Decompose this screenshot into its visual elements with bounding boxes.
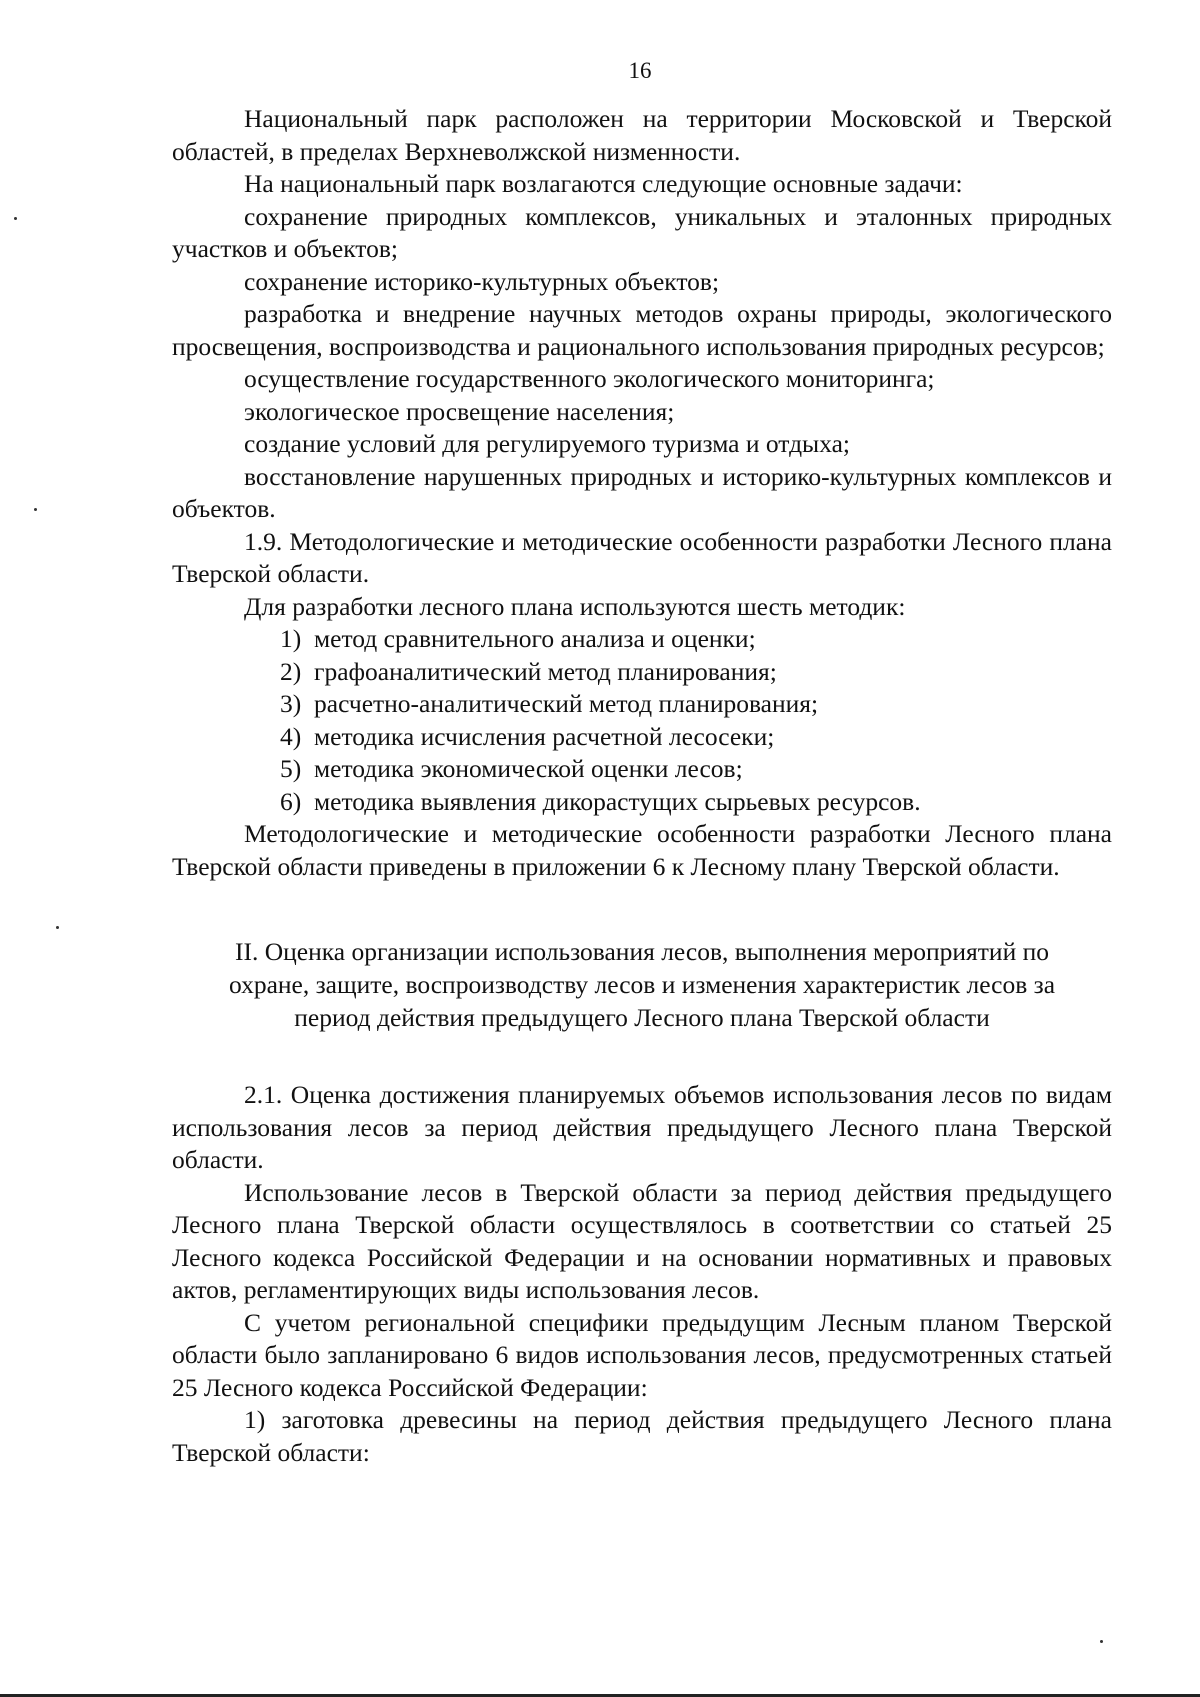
paragraph-subsection-1-9: 1.9. Методологические и методические особенности разработки Лесного плана Тверской области. <box>172 526 1112 588</box>
scan-speck <box>14 217 17 220</box>
document-body <box>172 103 1112 1469</box>
list-item-text: метод сравнительного анализа и оценки; <box>314 624 756 653</box>
scan-speck <box>1100 1640 1103 1643</box>
paragraph-planned-use-types: С учетом региональной специфики предыдущим Лесным планом Тверской области было запланировано 6 видов использования лесов, предусмотренных статьей 25 Лесного кодекса Российской Федерации: <box>172 1307 1112 1402</box>
section-title-line: период действия предыдущего Лесного плана Тверской области <box>294 1003 990 1032</box>
section-title-line: II. Оценка организации использования лесов, выполнения мероприятий по <box>235 937 1049 966</box>
section-title <box>172 935 1112 1034</box>
list-item-text: расчетно-аналитический метод планирования; <box>314 689 819 718</box>
paragraph-task-monitoring: осуществление государственного экологического мониторинга; <box>244 364 935 393</box>
list-item-number: 4) <box>280 721 302 751</box>
list-item <box>172 623 1112 656</box>
list-item <box>172 753 1112 786</box>
paragraph-task-heritage: сохранение историко-культурных объектов; <box>244 266 720 296</box>
paragraph-task-research: разработка и внедрение научных методов охраны природы, экологического просвещения, воспроизводства и рационального использования природных ресурсов; <box>172 299 1112 361</box>
paragraph-park-tasks-intro: На национальный парк возлагаются следующие основные задачи: <box>244 169 963 198</box>
paragraph-task-restoration: восстановление нарушенных природных и историко-культурных комплексов и объектов. <box>172 461 1112 523</box>
scan-speck <box>56 926 59 929</box>
list-item <box>172 786 1112 819</box>
paragraph-timber-harvesting: 1) заготовка древесины на период действия предыдущего Лесного плана Тверской области: <box>172 1405 1112 1467</box>
methods-list <box>172 623 1112 818</box>
list-item-text: графоаналитический метод планирования; <box>314 656 777 686</box>
list-item-number: 2) <box>280 656 302 686</box>
list-item-number: 5) <box>280 754 302 783</box>
paragraph-task-nature-preservation: сохранение природных комплексов, уникальных и эталонных природных участков и объектов; <box>172 201 1112 263</box>
list-item-text: методика исчисления расчетной лесосеки; <box>314 721 775 751</box>
paragraph-park-location: Национальный парк расположен на территории Московской и Тверской областей, в пределах Верхневолжской низменности. <box>172 104 1112 166</box>
list-item <box>172 688 1112 721</box>
list-item <box>172 656 1112 689</box>
paragraph-subsection-2-1: 2.1. Оценка достижения планируемых объемов использования лесов по видам использования лесов за период действия предыдущего Лесного плана Тверской области. <box>172 1080 1112 1174</box>
paragraph-methods-conclusion: Методологические и методические особенности разработки Лесного плана Тверской области приведены в приложении 6 к Лесному плану Тверской области. <box>172 819 1112 881</box>
paragraph-task-tourism: создание условий для регулируемого туризма и отдыха; <box>244 429 851 458</box>
list-item-number: 1) <box>280 624 302 653</box>
list-item-number: 3) <box>280 689 302 718</box>
paragraph-methods-intro: Для разработки лесного плана используются шесть методик: <box>244 591 906 621</box>
section-title-line: охране, защите, воспроизводству лесов и изменения характеристик лесов за <box>228 970 1056 999</box>
page-number: 16 <box>628 58 652 83</box>
scan-speck <box>34 508 37 511</box>
list-item-number: 6) <box>280 786 302 816</box>
paragraph-forest-use-basis: Использование лесов в Тверской области за период действия предыдущего Лесного плана Тверской области осуществлялось в соответствии со статьей 25 Лесного кодекса Российской Федерации и на основании нормативных и правовых актов, регламентирующих виды использования лесов. <box>172 1177 1112 1304</box>
list-item-text: методика экономической оценки лесов; <box>314 754 743 783</box>
paragraph-task-education: экологическое просвещение населения; <box>244 396 675 426</box>
list-item-text: методика выявления дикорастущих сырьевых ресурсов. <box>314 786 921 816</box>
list-item <box>172 721 1112 754</box>
